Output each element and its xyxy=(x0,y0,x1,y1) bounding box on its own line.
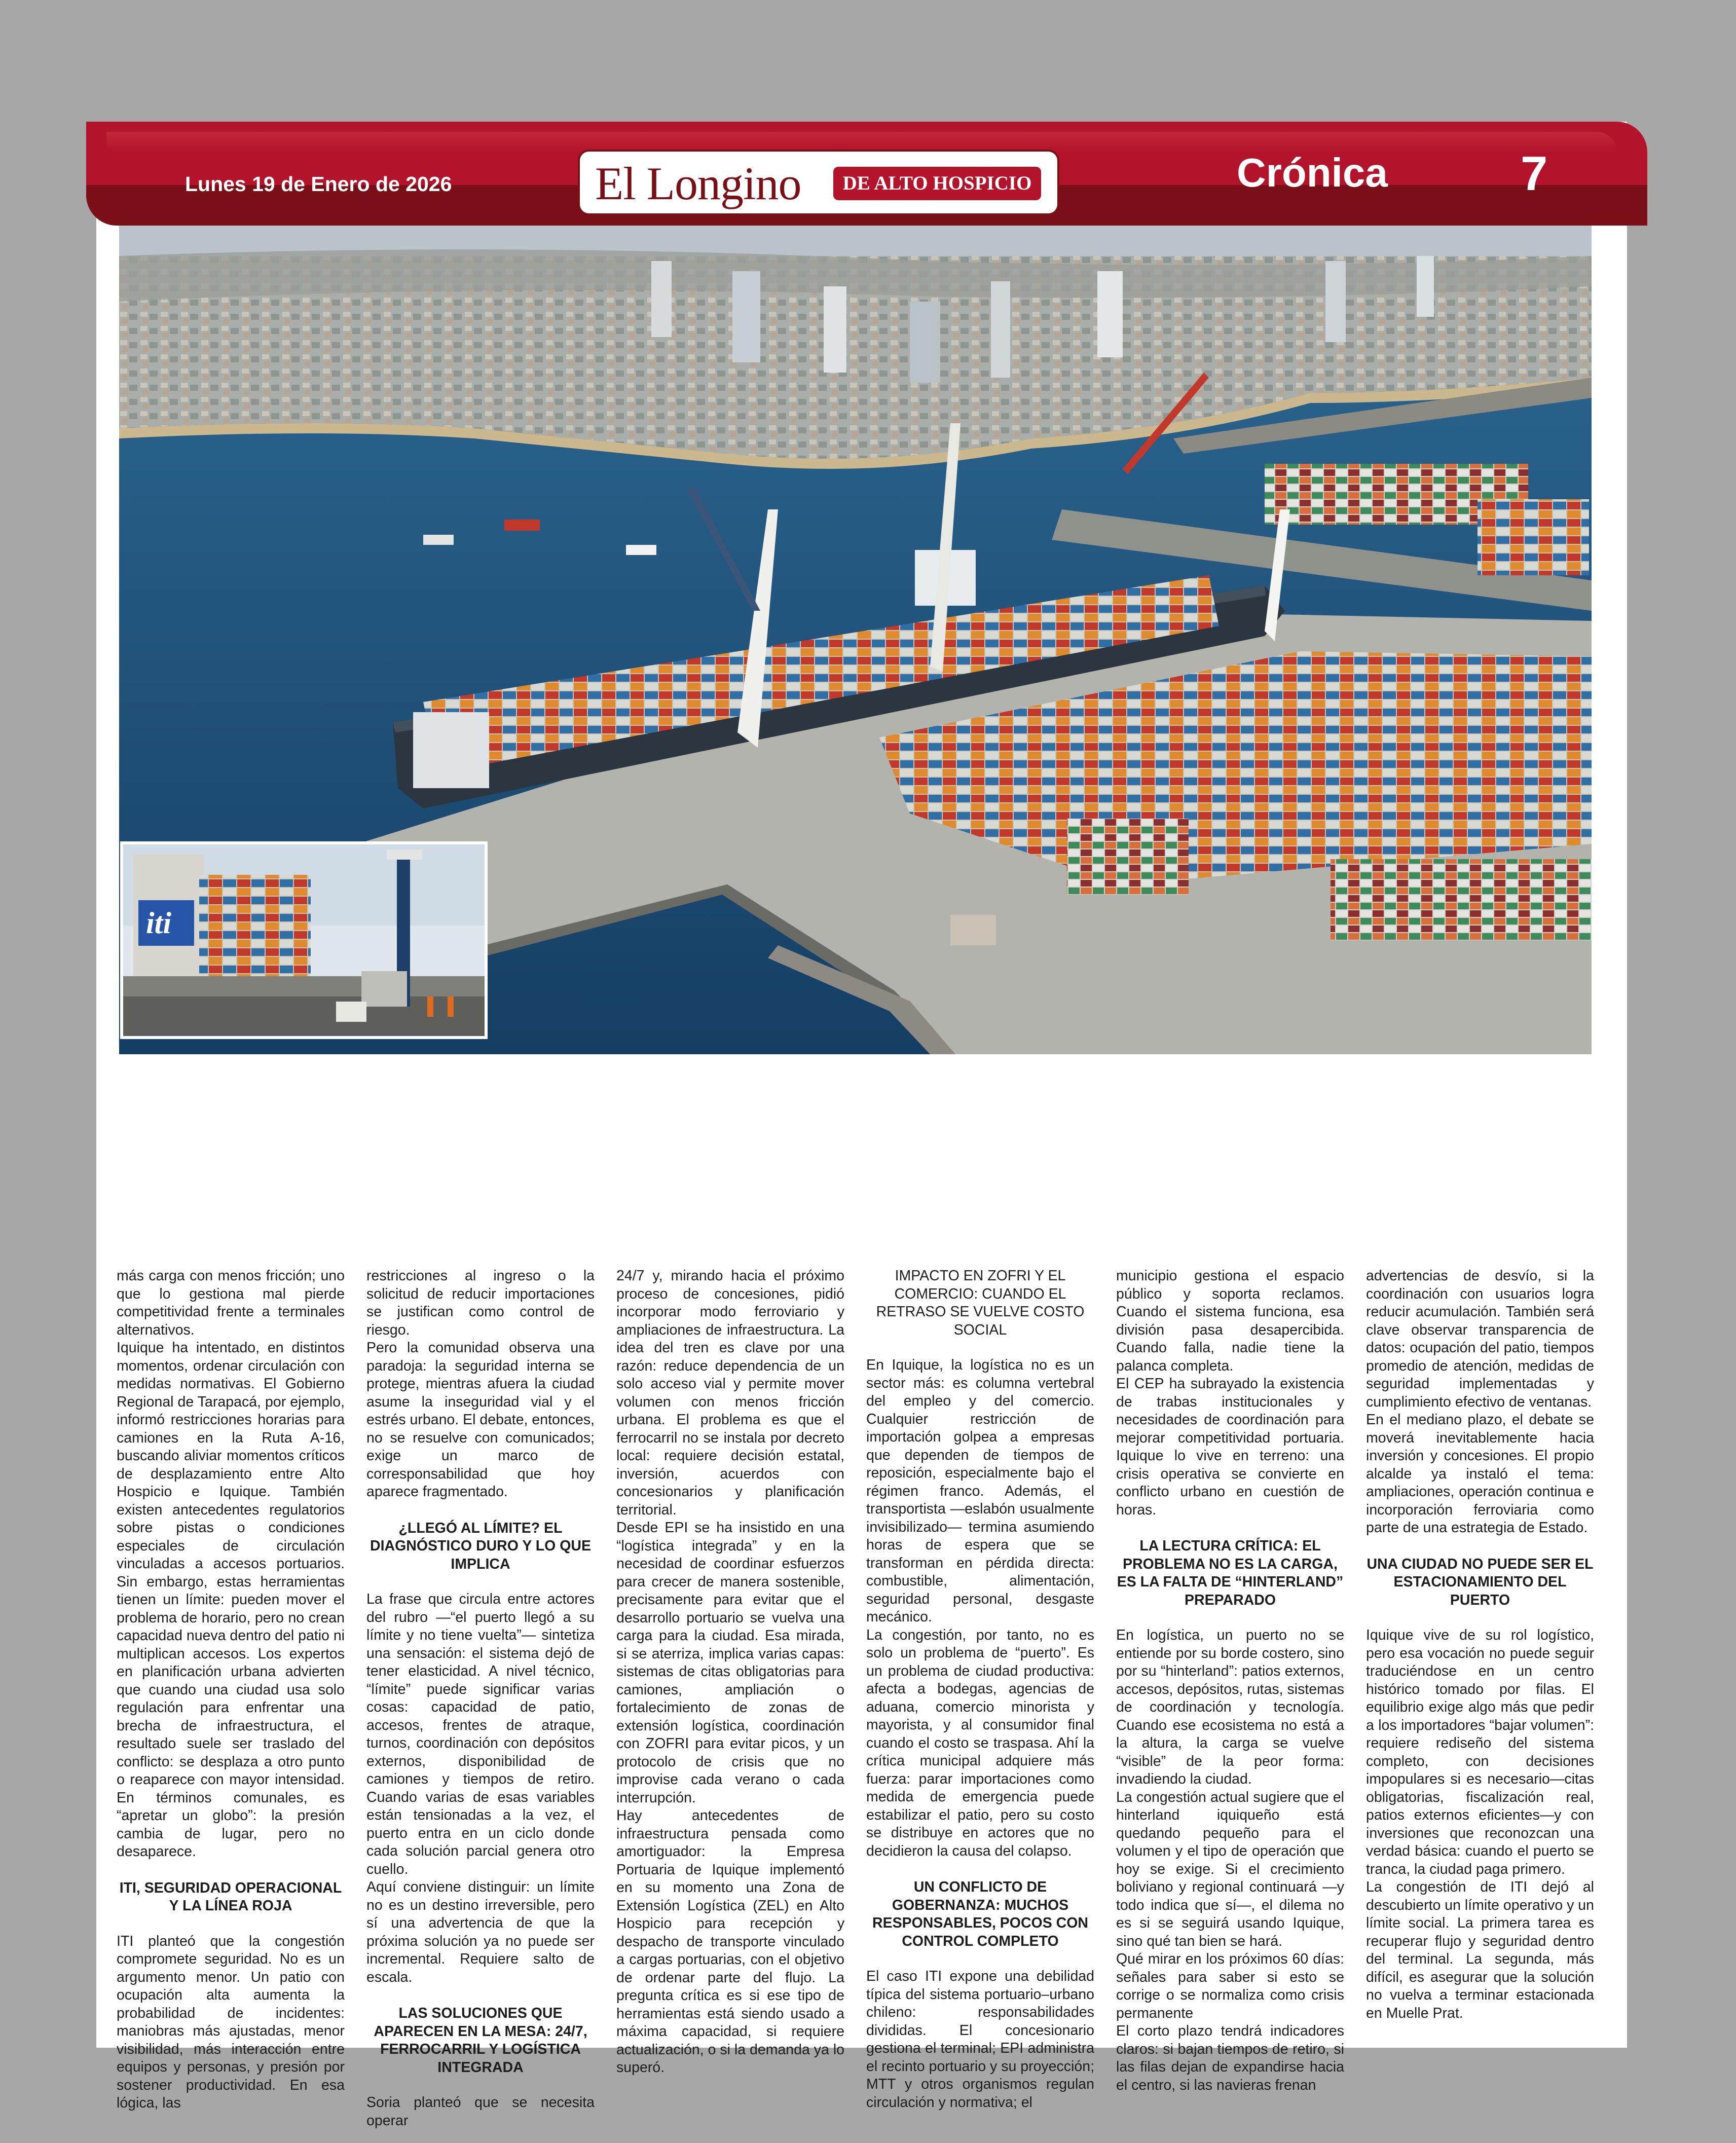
paragraph: El caso ITI expone una debilidad típica del sistema portuario–urbano chileno: responsabilidades divididas. El concesionario gestiona el terminal; EPI administra el recinto portuario y su proyección; MTT y otros organismos regulan circulación y normativa; el xyxy=(866,1968,1094,2111)
article-column-2 xyxy=(366,1267,595,2130)
subheading: ITI, SEGURIDAD OPERACIONAL Y LA LÍNEA ROJA xyxy=(119,1879,342,1914)
paragraph: El CEP ha subrayado la existencia de trabas institucionales y necesidades de coordinación para mejorar competitividad portuaria. Iquique lo vive en terreno: una crisis operativa se convierte en conflicto urbano en cuestión de horas. xyxy=(1116,1376,1344,1518)
paragraph: Qué mirar en los próximos 60 días: señales para saber si esto se corrige o se normaliza como crisis permanente xyxy=(1116,1951,1344,2021)
subheading: ¿LLEGÓ AL LÍMITE? EL DIAGNÓSTICO DURO Y LO QUE IMPLICA xyxy=(370,1520,591,1572)
paragraph: La congestión, por tanto, no es solo un problema de “puerto”. Es un problema de ciudad productiva: afecta a bodegas, agencias de aduana, comercio minorista y mayorista, y al consumidor final cuando el costo se traspasa. Ahí la crítica municipal adquiere más fuerza: parar importaciones como medida de emergencia puede estabilizar el patio, pero su costo se distribuye en actores que no decidieron la causa del colapso. xyxy=(866,1627,1094,1859)
paragraph: Desde EPI se ha insistido en una “logística integrada” y en la necesidad de coordinar esfuerzos para crecer de manera sostenible, precisamente para evitar que el desarrollo portuario se vuelva una carga para la ciudad. Esa mirada, si se aterriza, implica varias capas: sistemas de citas obligatorias para camiones, ampliación o fortalecimiento de zonas de extensión logística, coordinación con ZOFRI para evitar picos, y un protocolo de crisis que no improvise cada verano o cada interrupción. xyxy=(616,1520,844,1806)
paragraph: Iquique vive de su rol logístico, pero esa vocación no puede seguir traduciéndose en un centro histórico tomado por filas. El equilibrio exige algo más que pedir a los importadores “bajar volumen”: requiere rediseño del sistema completo, con decisiones impopulares si es necesario—citas obligatorias, fiscalización real, patios externos eficientes—y con inversiones que reconozcan una verdad básica: cuando el puerto se tranca, la ciudad paga primero. xyxy=(1366,1627,1594,1877)
paragraph: municipio gestiona el espacio público y soporta reclamos. Cuando el sistema funciona, esa división pasa desapercibida. Cuando falla, nadie tiene la palanca completa. xyxy=(1116,1268,1344,1374)
paragraph: ITI planteó que la congestión compromete seguridad. No es un argumento menor. Un patio con ocupación alta aumenta la probabilidad de incidentes: maniobras más ajustadas, menor visibilidad, más interacción entre equipos y personas, y presión por sostener productividad. En esa lógica, las xyxy=(117,1933,345,2111)
paragraph: En logística, un puerto no se entiende por su borde costero, sino por su “hinterland”: patios externos, accesos, depósitos, rutas, sistemas de coordinación y tecnología. Cuando ese ecosistema no está a la altura, la carga se vuelve “visible” de la peor forma: invadiendo la ciudad. xyxy=(1116,1627,1344,1787)
paragraph: En el mediano plazo, el debate se moverá inevitablemente hacia inversión y concesiones. El propio alcalde ya instaló el tema: ampliaciones, operación continua e incorporación ferroviaria como parte de una estrategia de Estado. xyxy=(1366,1412,1594,1536)
paragraph: 24/7 y, mirando hacia el próximo proceso de concesiones, pidió incorporar modo ferroviario y ampliaciones de infraestructura. La idea del tren es clave por una razón: reduce dependencia de un solo acceso vial y permite mover volumen con menos fricción urbana. El problema es que el ferrocarril no se instala por decreto local: requiere decisión estatal, inversión, acuerdos con concesionarios y planificación territorial. xyxy=(616,1268,844,1518)
paragraph: Soria planteó que se necesita operar xyxy=(366,2094,595,2129)
article-column-4 xyxy=(866,1267,1094,2112)
inset-ship-mark: iti xyxy=(146,906,172,940)
page-number: 7 xyxy=(1521,146,1548,201)
masthead xyxy=(578,150,1059,215)
paragraph: En Iquique, la logística no es un sector más: es columna vertebral del empleo y del comercio. Cualquier restricción de importación golpea a empresas que dependen de tiempos de reposición, especialmente bajo el régimen franco. Además, el transportista —eslabón usualmente invisibilizado— termina asumiendo horas de espera que se transforman en pérdida directa: combustible, alimentación, seguridad personal, desgaste mecánico. xyxy=(866,1357,1094,1625)
article-column-6 xyxy=(1366,1267,1594,2022)
article-column-3 xyxy=(616,1267,844,2077)
newspaper-page xyxy=(96,122,1627,2129)
paragraph: más carga con menos fricción; uno que lo gestiona mal pierde competitividad frente a terminales alternativos. xyxy=(117,1268,345,1338)
paragraph: Aquí conviene distinguir: un límite no es un destino irreversible, pero sí una advertencia de que la próxima solución ya no puede ser incremental. Requiere salto de escala. xyxy=(366,1879,595,1985)
subheading: UN CONFLICTO DE GOBERNANZA: MUCHOS RESPONSABLES, POCOS CON CONTROL COMPLETO xyxy=(872,1879,1088,1949)
paragraph: restricciones al ingreso o la solicitud de reducir importaciones se justifican como control de riesgo. xyxy=(366,1268,595,1338)
masthead-title: El Longino xyxy=(595,158,801,209)
paragraph: Iquique ha intentado, en distintos momentos, ordenar circulación con medidas normativas. El Gobierno Regional de Tarapacá, por ejemplo, informó restricciones horarias para camiones en la Ruta A-16, buscando aliviar momentos críticos de desplazamiento entre Alto Hospicio e Iquique. También existen antecedentes regulatorios sobre pistas o condiciones especiales de circulación vinculadas a accesos portuarios. Sin embargo, estas herramientas tienen un límite: pueden mover el problema de horario, pero no crean capacidad nueva dentro del patio ni multiplican accesos. Los expertos en planificación urbana advierten que cuando una ciudad usa solo regulación para enfrentar una brecha de infraestructura, el resultado suele ser traslado del conflicto: se desplaza a otro punto o reaparece con mayor intensidad. En términos comunales, es “apretar un globo”: la presión cambia de lugar, pero no desaparece. xyxy=(117,1340,345,1860)
paragraph: Hay antecedentes de infraestructura pensada como amortiguador: la Empresa Portuaria de Iquique implementó en su momento una Zona de Extensión Logística (ZEL) en Alto Hospicio para recepción y despacho de transporte vinculado a cargas portuarias, con el objetivo de ordenar parte del flujo. La pregunta crítica es si ese tipo de herramientas está siendo usado a máxima capacidad, si requiere actualización, o si la demanda ya lo superó. xyxy=(616,1807,844,2076)
container-ship-crane-photo xyxy=(120,841,488,1039)
paragraph: La frase que circula entre actores del rubro —“el puerto llegó a su límite y no tiene vuelta”— sintetiza una sensación: el sistema dejó de tener elasticidad. A nivel técnico, “límite” puede significar varias cosas: capacidad de patio, accesos, frentes de atraque, turnos, coordinación con depósitos externos, disponibilidad de camiones y tiempos de retiro. Cuando varias de esas variables están tensionadas a la vez, el puerto entra en un ciclo donde cada solución parcial genera otro cuello. xyxy=(366,1591,595,1877)
article-column-5 xyxy=(1116,1267,1344,2094)
section-name: Crónica xyxy=(1237,150,1388,195)
header-band-shine xyxy=(106,132,1617,152)
paragraph: Pero la comunidad observa una paradoja: la seguridad interna se protege, mientras afuera la ciudad asume la inseguridad vial y el estrés urbano. El debate, entonces, no se resuelve con comunicados; exige un marco de corresponsabilidad que hoy aparece fragmentado. xyxy=(366,1340,595,1500)
paragraph: La congestión actual sugiere que el hinterland iquiqueño está quedando pequeño para el volumen y el tipo de operación que hoy se exige. Si el crecimiento boliviano y regional continuará —y todo indica que sí—, el dilema no es si se seguirá usando Iquique, sino qué tan bien se hará. xyxy=(1116,1789,1344,1949)
subheading: LA LECTURA CRÍTICA: EL PROBLEMA NO ES LA CARGA, ES LA FALTA DE “HINTERLAND” PREPARADO xyxy=(1117,1538,1344,1608)
paragraph: La congestión de ITI dejó al descubierto un límite operativo y un límite social. La primera tarea es recuperar flujo y seguridad dentro del terminal. La segunda, más difícil, es asegurar que la solución no vuelva a terminar estacionada en Muelle Prat. xyxy=(1366,1879,1594,2021)
masthead-subtitle: DE ALTO HOSPICIO xyxy=(833,167,1041,200)
article-body xyxy=(117,1267,1607,2129)
subheading: LAS SOLUCIONES QUE APARECEN EN LA MESA: 24/7, FERROCARRIL Y LOGÍSTICA INTEGRADA xyxy=(374,2005,587,2076)
issue-date: Lunes 19 de Enero de 2026 xyxy=(185,172,452,196)
article-column-1 xyxy=(117,1267,345,2113)
page-header-banner xyxy=(86,122,1647,226)
subheading: UNA CIUDAD NO PUEDE SER EL ESTACIONAMIENTO DEL PUERTO xyxy=(1366,1556,1594,1608)
subheading: IMPACTO EN ZOFRI Y EL COMERCIO: CUANDO EL RETRASO SE VUELVE COSTO SOCIAL xyxy=(876,1268,1085,1338)
paragraph: El corto plazo tendrá indicadores claros: si bajan tiempos de retiro, si las filas dejan de expandirse hacia el centro, si las navieras frenan xyxy=(1116,2023,1344,2093)
paragraph: advertencias de desvío, si la coordinación con usuarios logra reducir acumulación. También será clave observar transparencia de datos: ocupación del patio, tiempos promedio de atención, medidas de seguridad implementadas y cumplimiento efectivo de ventanas. xyxy=(1366,1268,1594,1410)
